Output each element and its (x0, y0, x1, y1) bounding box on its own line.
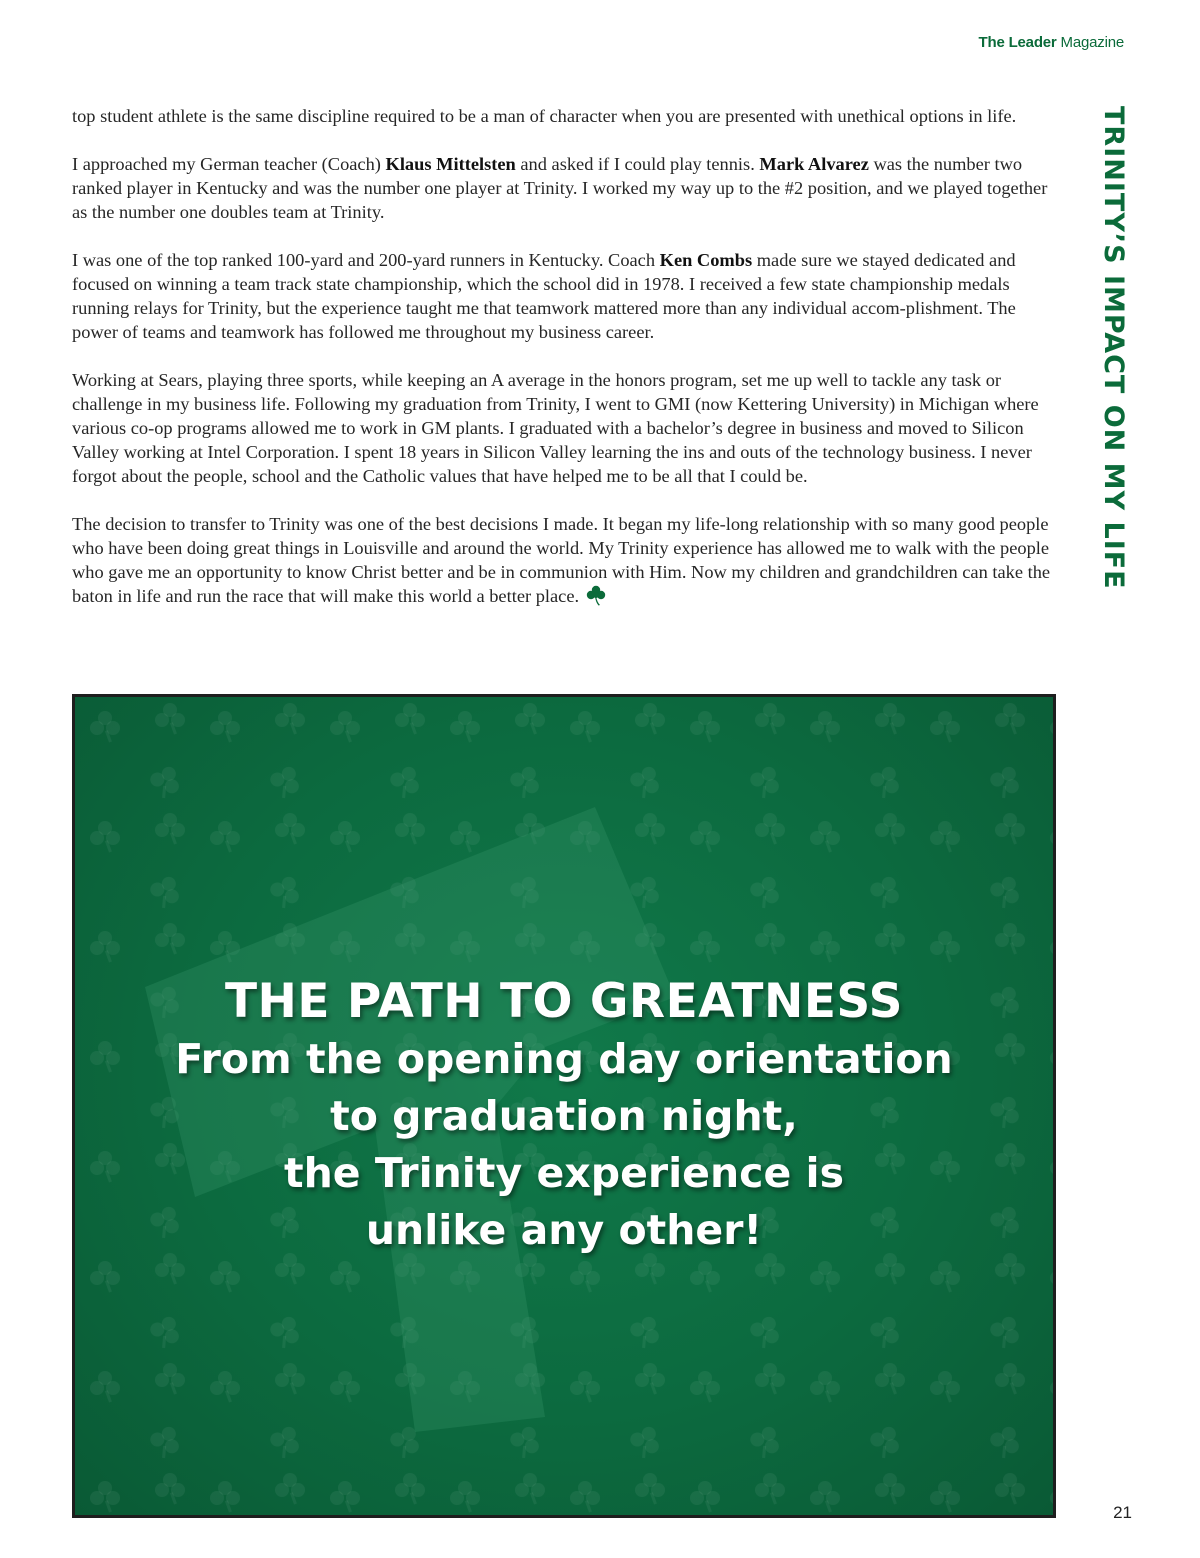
article-body (72, 104, 1056, 636)
person-name: Klaus Mittelsten (385, 154, 516, 174)
banner-message (75, 973, 1053, 1259)
shamrock-icon (585, 584, 607, 612)
paragraph-5: The decision to transfer to Trinity was one of the best decisions I made. It began my life-long relationship with so many good people who have been doing great things in Louisville and around the world. My Trinity experience has allowed me to walk with the people who gave me an opportunity to know Christ better and be in communion with Him. Now my children and grandchildren can take the baton in life and run the race that will make this world a better place. (72, 512, 1056, 612)
person-name: Ken Combs (659, 250, 753, 270)
banner-line: the Trinity experience is (284, 1149, 844, 1197)
magazine-masthead (979, 34, 1124, 51)
paragraph-4: Working at Sears, playing three sports, while keeping an A average in the honors program, set me up well to tackle any task or challenge in my business life. Following my graduation from Trinity, I went to GMI (now Kettering University) in Michigan where various co-op programs allowed me to work in GM plants. I graduated with a bachelor’s degree in business and moved to Silicon Valley working at Intel Corporation. I spent 18 years in Silicon Valley learning the ins and outs of the technology business. I never forgot about the people, school and the Catholic values that have helped me to be all that I could be. (72, 370, 1039, 486)
banner-line: From the opening day orientation (175, 1035, 953, 1083)
paragraph-2: I approached my German teacher (Coach) Klaus Mittelsten and asked if I could play tennis. Mark Alvarez was the number two ranked player in Kentucky and was the number one player at Trinity. I worked my way up to the #2 position, and we played together as the number one doubles team at Trinity. (72, 154, 1048, 222)
person-name: Mark Alvarez (759, 154, 869, 174)
page-number: 21 (1113, 1503, 1132, 1522)
banner-line: unlike any other! (365, 1206, 763, 1254)
banner-title: THE PATH TO GREATNESS (224, 974, 904, 1029)
masthead-suffix: Magazine (1056, 34, 1124, 51)
paragraph-1: top student athlete is the same discipline required to be a man of character when you are presented with unethical options in life. (72, 106, 1017, 126)
section-side-title: TRINITY’S IMPACT ON MY LIFE (1098, 106, 1129, 590)
paragraph-3: I was one of the top ranked 100-yard and 200-yard runners in Kentucky. Coach Ken Combs made sure we stayed dedicated and focused on winning a team track state championship, which the school did in 1978. I received a few state championship medals running relays for Trinity, but the experience taught me that teamwork mattered more than any individual accom-plishment. The power of teams and teamwork has followed me throughout my business career. (72, 250, 1016, 342)
masthead-brand: The Leader (978, 34, 1057, 51)
banner-line: to graduation night, (330, 1092, 798, 1140)
promo-banner (72, 694, 1056, 1518)
